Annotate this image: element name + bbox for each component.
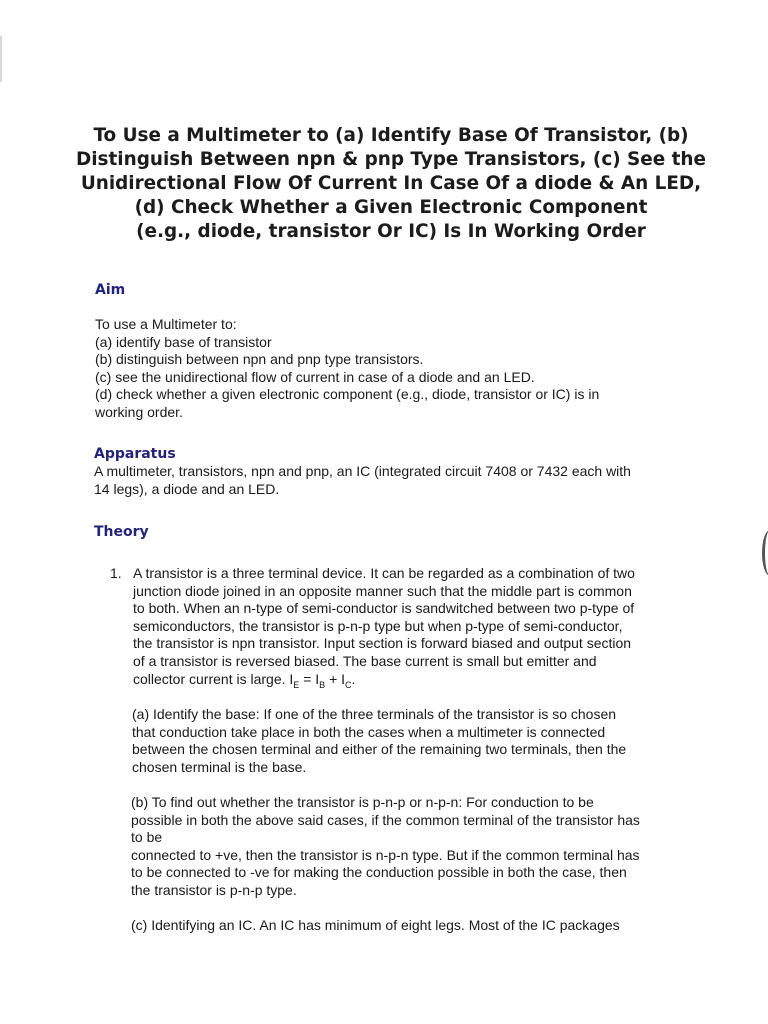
formula-lead: collector current is large. I	[133, 670, 294, 687]
theory-line: to both. When an n-type of semi-conductor is sandwitched between two p-type of	[133, 600, 635, 617]
sub-b-line: to be connected to -ve for making the conduction possible in both the case, then	[131, 864, 627, 881]
theory-line: junction diode joined in an opposite manner such that the middle part is common	[133, 582, 632, 599]
formula-plus: + I	[325, 670, 346, 687]
title-line: To Use a Multimeter to (a) Identify Base Of Transistor, (b)	[93, 125, 689, 146]
aim-heading: Aim	[95, 282, 126, 298]
scroll-edge-mark	[762, 530, 768, 576]
sub-b-line: connected to +ve, then the transistor is n-p-n type. But if the common terminal has	[131, 846, 640, 863]
theory-line: semiconductors, the transistor is p-n-p type but when p-type of semi-conductor,	[133, 617, 623, 634]
page-edge-mark	[0, 36, 2, 82]
theory-line: A transistor is a three terminal device. It can be regarded as a combination of two	[133, 565, 635, 581]
list-number: 1.	[110, 565, 122, 581]
theory-sub-a	[132, 706, 626, 776]
document-title	[60, 124, 722, 244]
formula-sub-b: B	[319, 679, 326, 690]
aim-line: (b) distinguish between npn and pnp type transistors.	[95, 351, 424, 368]
aim-line: (c) see the unidirectional flow of current in case of a diode and an LED.	[95, 368, 535, 385]
formula-sub-e: E	[293, 679, 300, 690]
formula-sub-c: C	[345, 679, 352, 690]
apparatus-heading: Apparatus	[94, 446, 176, 462]
title-line: (e.g., diode, transistor Or IC) Is In Working Order	[136, 221, 646, 242]
apparatus-line: 14 legs), a diode and an LED.	[94, 480, 280, 497]
title-line: Unidirectional Flow Of Current In Case Of a diode & An LED,	[80, 173, 702, 194]
theory-sub-c	[131, 917, 620, 935]
theory-line: the transistor is npn transistor. Input section is forward biased and output section	[133, 635, 632, 652]
aim-line: (d) check whether a given electronic component (e.g., diode, transistor or IC) is in	[95, 386, 600, 403]
formula-end: .	[351, 670, 356, 687]
sub-b-line: to be	[131, 829, 163, 846]
sub-a-line: (a) Identify the base: If one of the three terminals of the transistor is so chosen	[132, 706, 617, 722]
aim-line: (a) identify base of transistor	[95, 333, 272, 350]
sub-b-line: possible in both the above said cases, if the common terminal of the transistor has	[131, 811, 640, 828]
title-line: (d) Check Whether a Given Electronic Component	[134, 197, 648, 218]
sub-a-line: chosen terminal is the base.	[132, 758, 307, 775]
apparatus-text	[94, 463, 631, 498]
aim-text	[95, 316, 599, 422]
theory-line: of a transistor is reversed biased. The base current is small but emitter and	[133, 652, 597, 669]
aim-line: To use a Multimeter to:	[95, 316, 237, 332]
formula-mid: = I	[299, 670, 320, 687]
apparatus-line: A multimeter, transistors, npn and pnp, an IC (integrated circuit 7408 or 7432 each with	[94, 463, 631, 479]
sub-b-line: the transistor is p-n-p type.	[131, 881, 297, 898]
sub-a-line: between the chosen terminal and either of the remaining two terminals, then the	[132, 741, 627, 758]
theory-heading: Theory	[94, 524, 149, 540]
sub-a-line: that conduction take place in both the cases when a multimeter is connected	[132, 723, 606, 740]
formula-line	[133, 671, 635, 694]
theory-sub-b	[131, 794, 640, 900]
title-line: Distinguish Between npn & pnp Type Transistors, (c) See the	[75, 149, 706, 170]
sub-c-line: (c) Identifying an IC. An IC has minimum of eight legs. Most of the IC packages	[131, 917, 620, 933]
theory-item-text	[133, 565, 635, 694]
sub-b-line: (b) To find out whether the transistor is p-n-p or n-p-n: For conduction to be	[131, 794, 594, 810]
aim-line: working order.	[95, 403, 183, 420]
